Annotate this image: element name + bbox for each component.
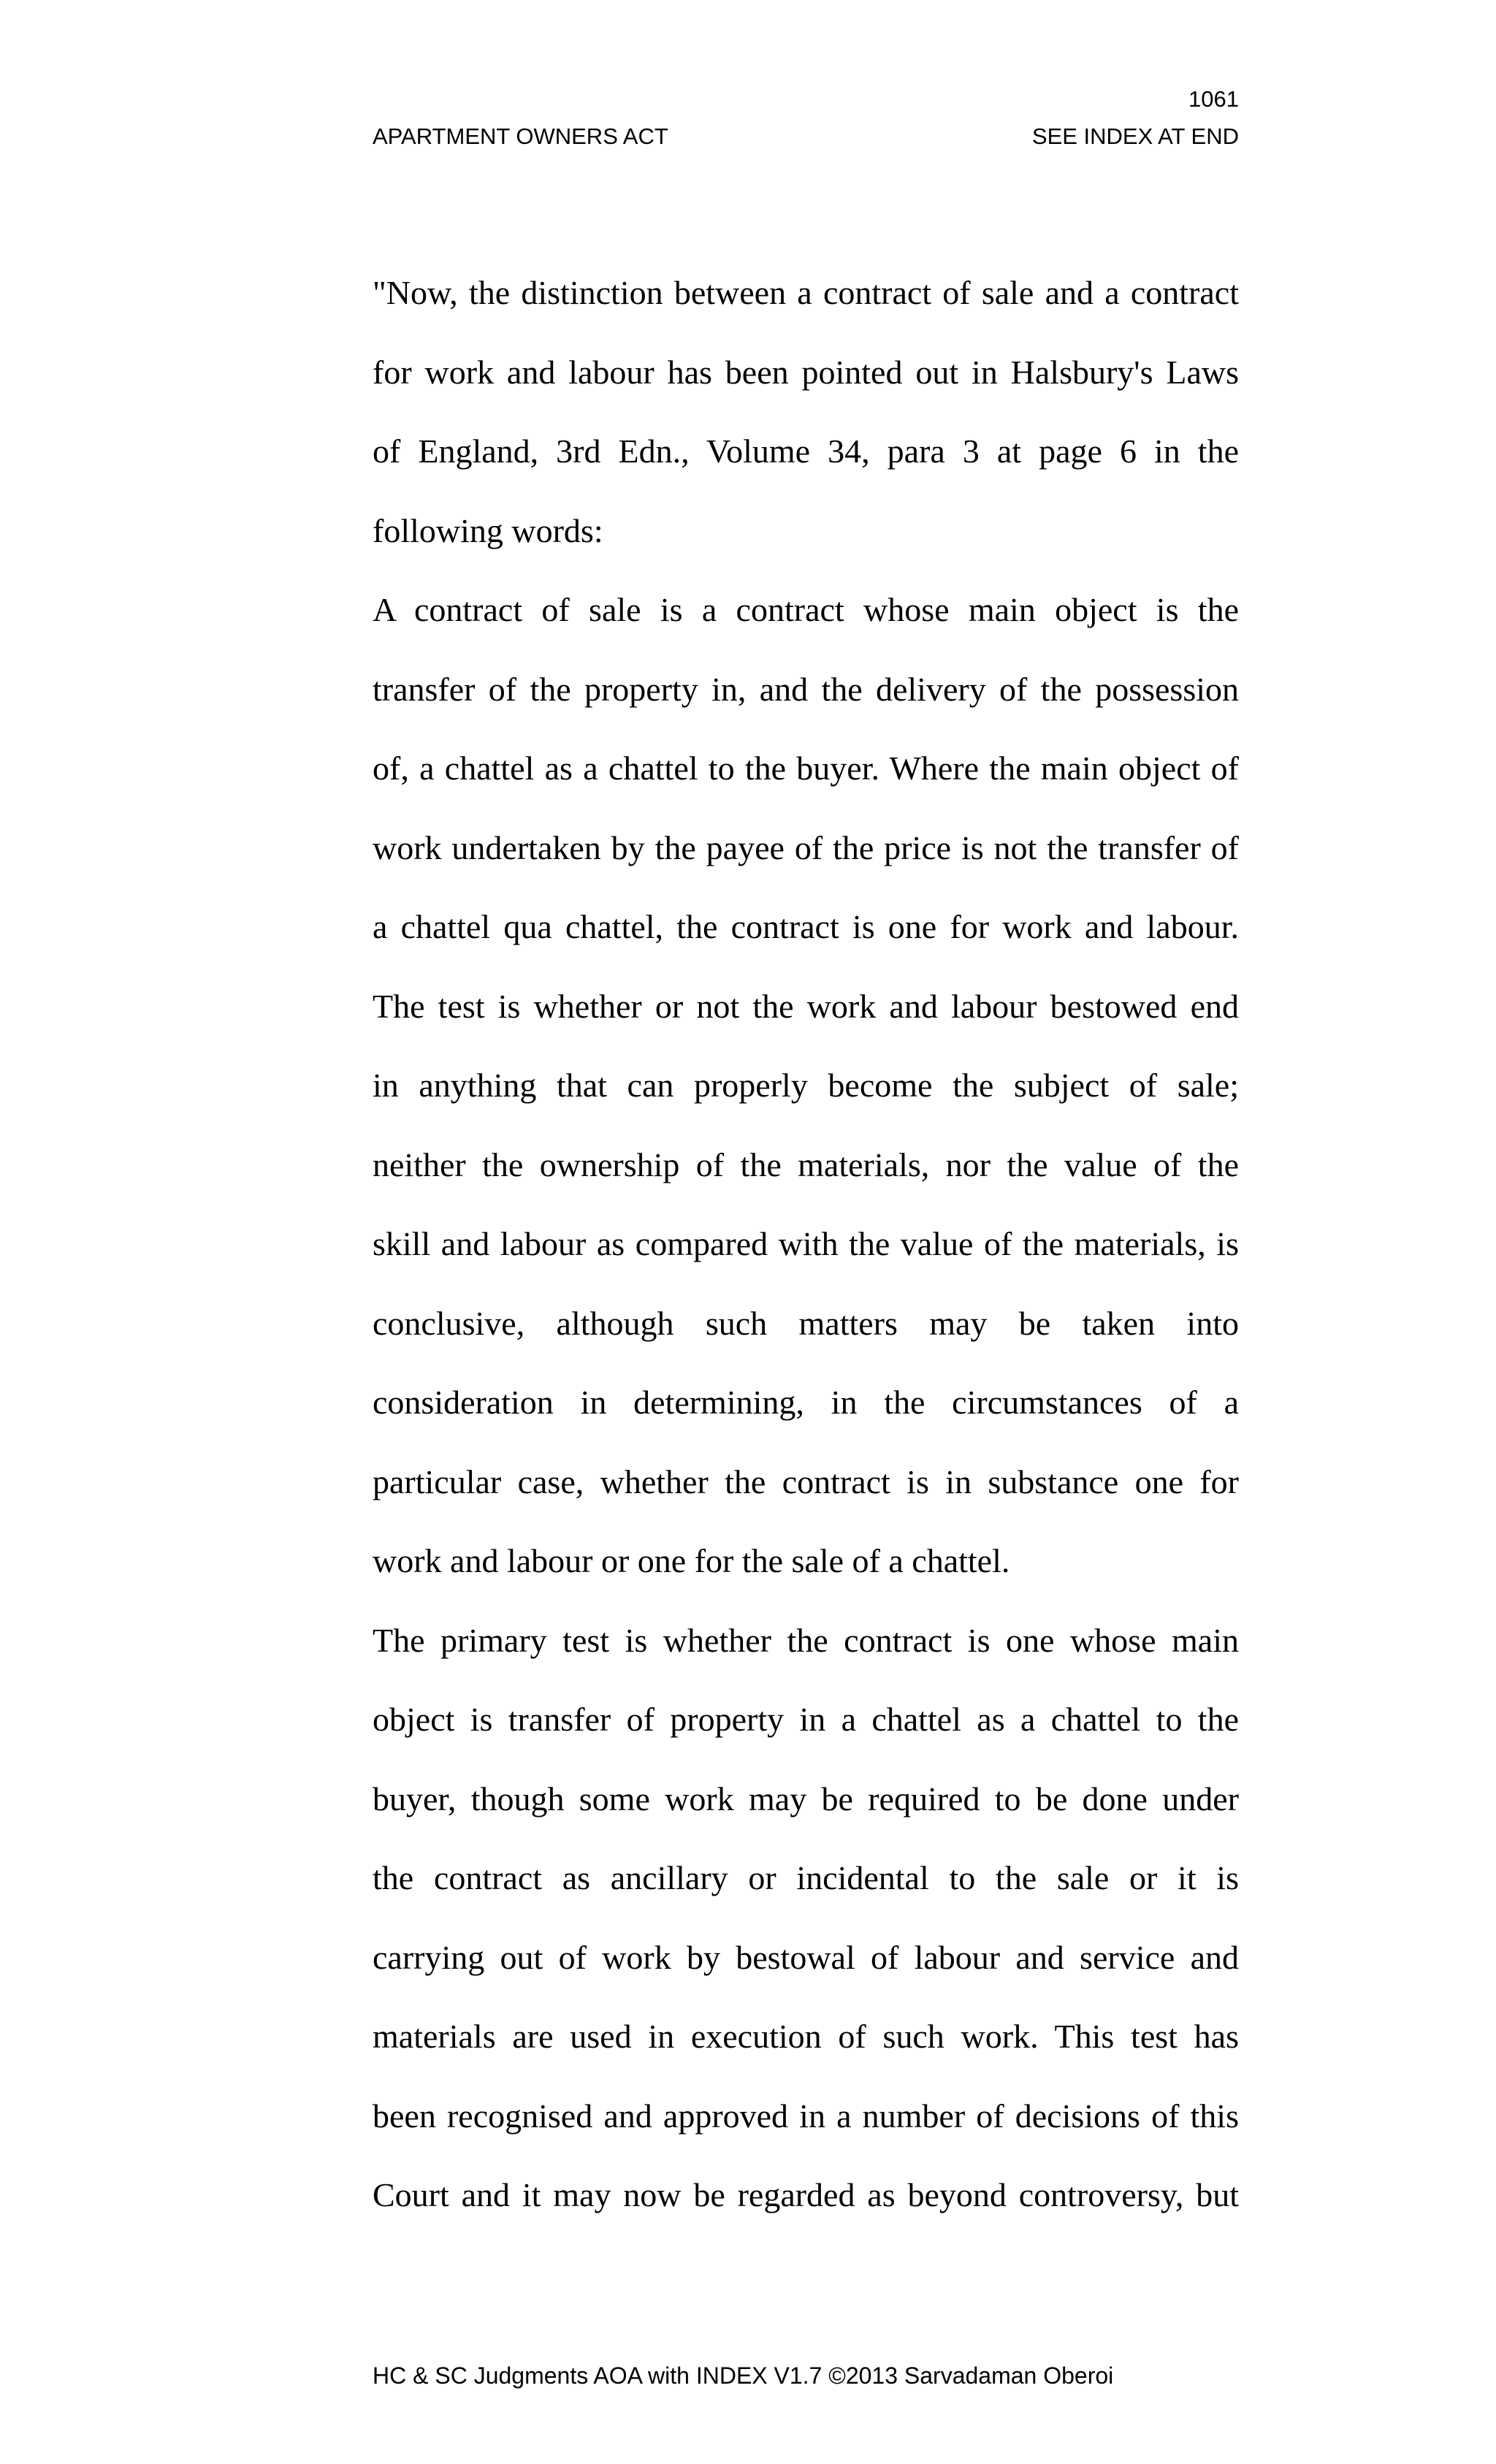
body-line: a chattel qua chattel, the contract is one for work and labour. — [373, 908, 1239, 945]
running-header-title: APARTMENT OWNERS ACT — [373, 123, 668, 149]
body-line: carrying out of work by bestowal of labour and service and — [373, 1938, 1239, 1976]
body-line: particular case, whether the contract is in substance one for — [373, 1462, 1239, 1500]
body-line: skill and labour as compared with the value of the materials, is — [373, 1225, 1239, 1262]
body-text — [373, 253, 1239, 2235]
body-line: following words: — [373, 511, 603, 549]
body-line: work and labour or one for the sale of a chattel. — [373, 1542, 1010, 1579]
body-line: A contract of sale is a contract whose main object is the — [373, 591, 1239, 628]
page-number: 1061 — [1188, 86, 1239, 112]
body-line: conclusive, although such matters may be taken into — [373, 1304, 1239, 1342]
body-line: The primary test is whether the contract is one whose main — [373, 1621, 1239, 1659]
body-line: for work and labour has been pointed out in Halsbury's Laws — [373, 353, 1239, 391]
body-line: work undertaken by the payee of the price is not the transfer of — [373, 828, 1239, 866]
body-line: "Now, the distinction between a contract of sale and a contract — [373, 274, 1239, 311]
body-line: materials are used in execution of such work. This test has — [373, 2018, 1239, 2055]
body-line: been recognised and approved in a number of decisions of this — [373, 2097, 1239, 2135]
body-line: of England, 3rd Edn., Volume 34, para 3 at page 6 in the — [373, 432, 1239, 470]
body-line: the contract as ancillary or incidental to the sale or it is — [373, 1859, 1239, 1896]
body-line: The test is whether or not the work and labour bestowed end — [373, 987, 1239, 1025]
body-line: buyer, though some work may be required to be done under — [373, 1780, 1239, 1818]
body-line: of, a chattel as a chattel to the buyer. Where the main object of — [373, 750, 1239, 787]
running-header-index-note: SEE INDEX AT END — [1031, 123, 1239, 149]
body-line: object is transfer of property in a chattel as a chattel to the — [373, 1701, 1239, 1738]
body-line: transfer of the property in, and the delivery of the possession — [373, 670, 1239, 708]
body-line: in anything that can properly become the subject of sale; — [373, 1067, 1239, 1104]
body-line: neither the ownership of the materials, nor the value of the — [373, 1145, 1239, 1183]
body-line: Court and it may now be regarded as beyond controversy, but — [373, 2176, 1239, 2213]
body-line: consideration in determining, in the circumstances of a — [373, 1384, 1239, 1421]
footer-copyright: HC & SC Judgments AOA with INDEX V1.7 ©2013 Sarvadaman Oberoi — [373, 2362, 1114, 2389]
